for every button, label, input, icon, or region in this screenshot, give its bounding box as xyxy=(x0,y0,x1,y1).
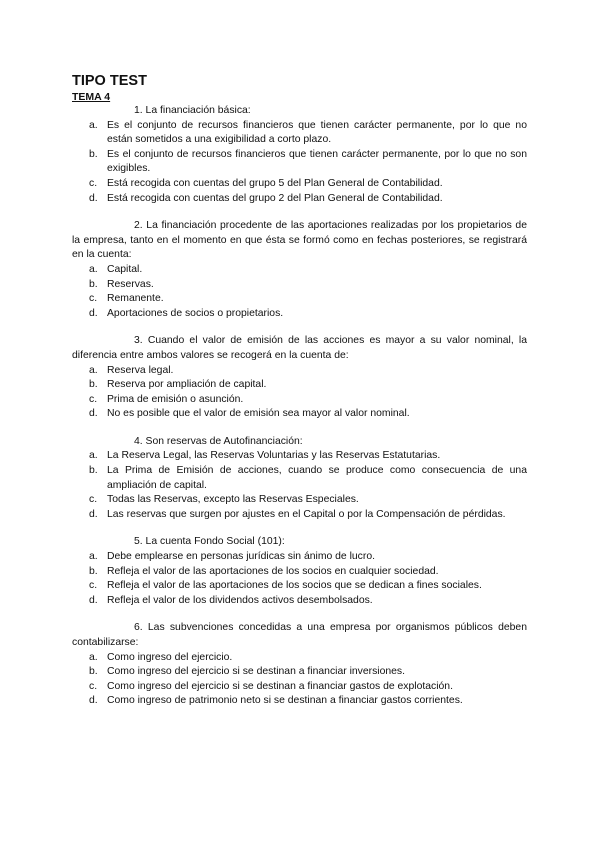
option-letter: b. xyxy=(89,465,98,477)
option-letter: a. xyxy=(89,263,98,275)
answer-option xyxy=(72,464,527,493)
option-text: Refleja el valor de las aportaciones de los socios en cualquier sociedad. xyxy=(107,565,439,577)
option-letter: d. xyxy=(89,192,98,204)
answer-option xyxy=(72,263,527,278)
option-text: Remanente. xyxy=(107,293,164,305)
answer-option xyxy=(72,680,527,695)
option-letter: c. xyxy=(89,293,98,305)
answer-option xyxy=(72,292,527,307)
question-stem: 3. Cuando el valor de emisión de las acciones es mayor a su valor nominal, la diferencia entre ambos valores se recogerá en la cuenta de: xyxy=(72,335,527,361)
answer-options xyxy=(72,651,527,709)
option-text: Está recogida con cuentas del grupo 5 del Plan General de Contabilidad. xyxy=(107,177,443,189)
question-4 xyxy=(72,435,527,523)
question-1 xyxy=(72,104,527,206)
option-letter: d. xyxy=(89,695,98,707)
option-text: Todas las Reservas, excepto las Reservas Especiales. xyxy=(107,494,359,506)
option-text: Está recogida con cuentas del grupo 2 del Plan General de Contabilidad. xyxy=(107,192,443,204)
answer-option xyxy=(72,594,527,609)
answer-option xyxy=(72,694,527,709)
option-letter: a. xyxy=(89,119,98,131)
option-text: Como ingreso del ejercicio si se destinan a financiar inversiones. xyxy=(107,666,406,678)
question-stem: 5. La cuenta Fondo Social (101): xyxy=(134,536,285,548)
answer-option xyxy=(72,278,527,293)
answer-option xyxy=(72,364,527,379)
option-letter: c. xyxy=(89,494,98,506)
option-text: Prima de emisión o asunción. xyxy=(107,393,244,405)
answer-option xyxy=(72,565,527,580)
option-letter: c. xyxy=(89,680,98,692)
option-letter: a. xyxy=(89,551,98,563)
option-text: Las reservas que surgen por ajustes en el Capital o por la Compensación de pérdidas. xyxy=(107,508,506,520)
answer-option xyxy=(72,449,527,464)
answer-option xyxy=(72,307,527,322)
option-text: Refleja el valor de los dividendos activos desembolsados. xyxy=(107,594,373,606)
question-stem: 4. Son reservas de Autofinanciación: xyxy=(134,435,303,447)
answer-options xyxy=(72,119,527,207)
answer-option xyxy=(72,508,527,523)
question-5 xyxy=(72,535,527,608)
answer-option xyxy=(72,177,527,192)
option-letter: d. xyxy=(89,594,98,606)
answer-option xyxy=(72,119,527,148)
option-letter: a. xyxy=(89,364,98,376)
option-letter: a. xyxy=(89,450,98,462)
page-title: TIPO TEST xyxy=(72,73,147,89)
answer-option xyxy=(72,378,527,393)
option-letter: d. xyxy=(89,508,98,520)
option-text: La Prima de Emisión de acciones, cuando se produce como consecuencia de una ampliación de capital. xyxy=(107,465,527,491)
option-letter: d. xyxy=(89,408,98,420)
option-text: Reserva legal. xyxy=(107,364,174,376)
option-letter: c. xyxy=(89,580,98,592)
option-text: Debe emplearse en personas jurídicas sin ánimo de lucro. xyxy=(107,551,375,563)
answer-option xyxy=(72,192,527,207)
section-subtitle: TEMA 4 xyxy=(72,91,111,103)
option-letter: b. xyxy=(89,148,98,160)
option-text: Refleja el valor de las aportaciones de los socios que se dedican a fines sociales. xyxy=(107,580,482,592)
option-letter: b. xyxy=(89,379,98,391)
question-stem: 1. La financiación básica: xyxy=(134,105,251,116)
option-text: No es posible que el valor de emisión sea mayor al valor nominal. xyxy=(107,408,410,420)
option-text: Reserva por ampliación de capital. xyxy=(107,379,267,391)
option-text: Aportaciones de socios o propietarios. xyxy=(107,307,284,319)
question-stem: 2. La financiación procedente de las aportaciones realizadas por los propietarios de la empresa, tanto en el momento en que ésta se formó como en fechas posteriores, se registrará en la cuenta: xyxy=(72,220,527,261)
answer-option xyxy=(72,579,527,594)
answer-options xyxy=(72,550,527,608)
option-text: Capital. xyxy=(107,263,143,275)
option-letter: c. xyxy=(89,393,98,405)
answer-options xyxy=(72,364,527,422)
option-text: La Reserva Legal, las Reservas Voluntarias y las Reservas Estatutarias. xyxy=(107,450,441,462)
answer-option xyxy=(72,550,527,565)
option-text: Como ingreso de patrimonio neto si se destinan a financiar gastos corrientes. xyxy=(107,695,463,707)
answer-option xyxy=(72,148,527,177)
option-text: Como ingreso del ejercicio. xyxy=(107,651,233,663)
question-6 xyxy=(72,621,527,709)
question-list xyxy=(72,104,527,709)
answer-options xyxy=(72,263,527,321)
option-text: Como ingreso del ejercicio si se destinan a financiar gastos de explotación. xyxy=(107,680,453,692)
question-3 xyxy=(72,334,527,422)
question-2 xyxy=(72,219,527,321)
answer-option xyxy=(72,407,527,422)
option-text: Es el conjunto de recursos financieros que tienen carácter permanente, por lo que no son exigibles. xyxy=(107,148,527,175)
option-letter: a. xyxy=(89,651,98,663)
option-text: Reservas. xyxy=(107,278,154,290)
answer-option xyxy=(72,665,527,680)
option-letter: b. xyxy=(89,565,98,577)
answer-options xyxy=(72,449,527,522)
answer-option xyxy=(72,393,527,408)
question-stem: 6. Las subvenciones concedidas a una empresa por organismos públicos deben contabilizarse: xyxy=(72,622,527,648)
option-text: Es el conjunto de recursos financieros que tienen carácter permanente, por lo que no están sometidos a una exigibilidad a corto plazo. xyxy=(107,119,527,146)
option-letter: d. xyxy=(89,307,98,319)
option-letter: b. xyxy=(89,666,98,678)
answer-option xyxy=(72,651,527,666)
document-page xyxy=(72,72,527,709)
option-letter: b. xyxy=(89,278,98,290)
option-letter: c. xyxy=(89,177,98,189)
answer-option xyxy=(72,493,527,508)
